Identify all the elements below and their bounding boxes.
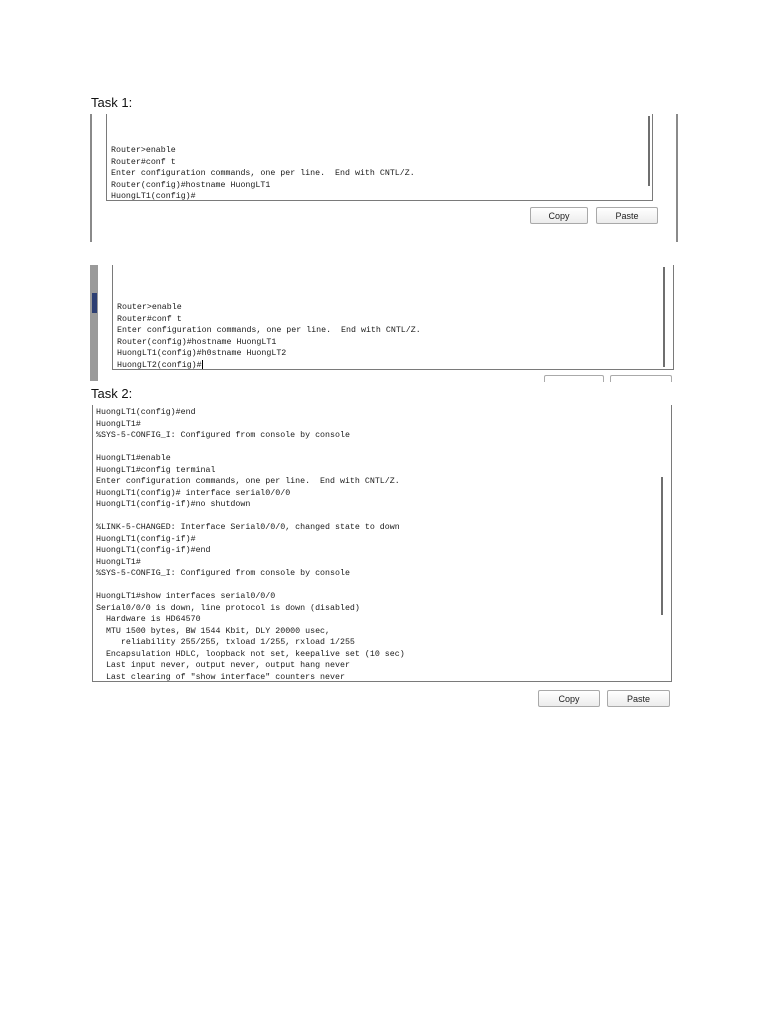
copy-button[interactable]: Copy <box>530 207 588 224</box>
terminal-text <box>96 407 405 682</box>
terminal-line: HuongLT1(config)# interface serial0/0/0 <box>96 488 291 498</box>
terminal-line: MTU 1500 bytes, BW 1544 Kbit, DLY 20000 usec, <box>96 626 331 636</box>
copy-button-partial <box>544 375 604 382</box>
terminal-line: Router#conf t <box>117 314 182 324</box>
terminal-line: HuongLT1(config)#h0stname HuongLT2 <box>117 349 287 358</box>
terminal-line: Last clearing of "show interface" counters never <box>96 672 345 682</box>
terminal-line: HuongLT1#config terminal <box>96 465 216 475</box>
terminal-line: HuongLT1(config-if)# <box>96 534 196 544</box>
task1-heading: Task 1: <box>91 95 133 110</box>
task2-screenshot <box>90 405 675 710</box>
text-cursor <box>202 360 203 369</box>
terminal-line: Router>enable <box>117 303 182 312</box>
terminal-line: %SYS-5-CONFIG_I: Configured from console by console <box>96 569 350 578</box>
screenshot-edge <box>90 265 98 381</box>
task1-screenshot-1 <box>90 114 680 244</box>
terminal-line: Router#conf t <box>111 157 176 167</box>
terminal-line: Enter configuration commands, one per line. End with CNTL/Z. <box>96 477 400 486</box>
screenshot-edge <box>90 114 92 242</box>
paste-button[interactable]: Paste <box>596 207 658 224</box>
terminal-output[interactable] <box>92 405 672 682</box>
task2-heading: Task 2: <box>91 386 133 401</box>
terminal-text <box>111 145 415 201</box>
terminal-text <box>117 302 421 370</box>
terminal-line: HuongLT1#show interfaces serial0/0/0 <box>96 592 276 601</box>
terminal-line: Router(config)#hostname HuongLT1 <box>117 337 277 347</box>
terminal-line: HuongLT1(config-if)#no shutdown <box>96 500 251 509</box>
terminal-line: HuongLT1(config)# <box>111 192 196 201</box>
paste-button-partial <box>610 375 672 382</box>
terminal-output[interactable] <box>106 114 653 201</box>
terminal-line: HuongLT2(config)# <box>117 360 202 370</box>
terminal-scrollbar[interactable] <box>648 116 650 186</box>
terminal-line: HuongLT1(config-if)#end <box>96 546 211 555</box>
terminal-line: Serial0/0/0 is down, line protocol is down (disabled) <box>96 603 360 613</box>
terminal-line: Router(config)#hostname HuongLT1 <box>111 180 271 190</box>
terminal-scrollbar[interactable] <box>661 477 663 615</box>
terminal-scrollbar[interactable] <box>663 267 665 367</box>
terminal-line: %LINK-5-CHANGED: Interface Serial0/0/0, changed state to down <box>96 523 400 532</box>
terminal-line: Last input never, output never, output hang never <box>96 661 350 670</box>
window-fragment <box>92 293 97 313</box>
terminal-line: Hardware is HD64570 <box>96 615 201 624</box>
paste-button[interactable]: Paste <box>607 690 670 707</box>
copy-button[interactable]: Copy <box>538 690 600 707</box>
terminal-line: Router>enable <box>111 146 176 155</box>
terminal-line: Enter configuration commands, one per line. End with CNTL/Z. <box>111 169 415 178</box>
terminal-line: HuongLT1# <box>96 557 141 567</box>
terminal-output[interactable] <box>112 265 674 370</box>
terminal-line: reliability 255/255, txload 1/255, rxload 1/255 <box>96 638 355 647</box>
terminal-line: Encapsulation HDLC, loopback not set, keepalive set (10 sec) <box>96 649 405 659</box>
terminal-line: %SYS-5-CONFIG_I: Configured from console by console <box>96 431 350 440</box>
terminal-line: Enter configuration commands, one per line. End with CNTL/Z. <box>117 326 421 335</box>
task1-screenshot-2 <box>90 265 675 383</box>
screenshot-edge <box>676 114 678 242</box>
terminal-line: HuongLT1#enable <box>96 454 171 463</box>
terminal-line: HuongLT1(config)#end <box>96 408 196 417</box>
terminal-line: HuongLT1# <box>96 419 141 429</box>
